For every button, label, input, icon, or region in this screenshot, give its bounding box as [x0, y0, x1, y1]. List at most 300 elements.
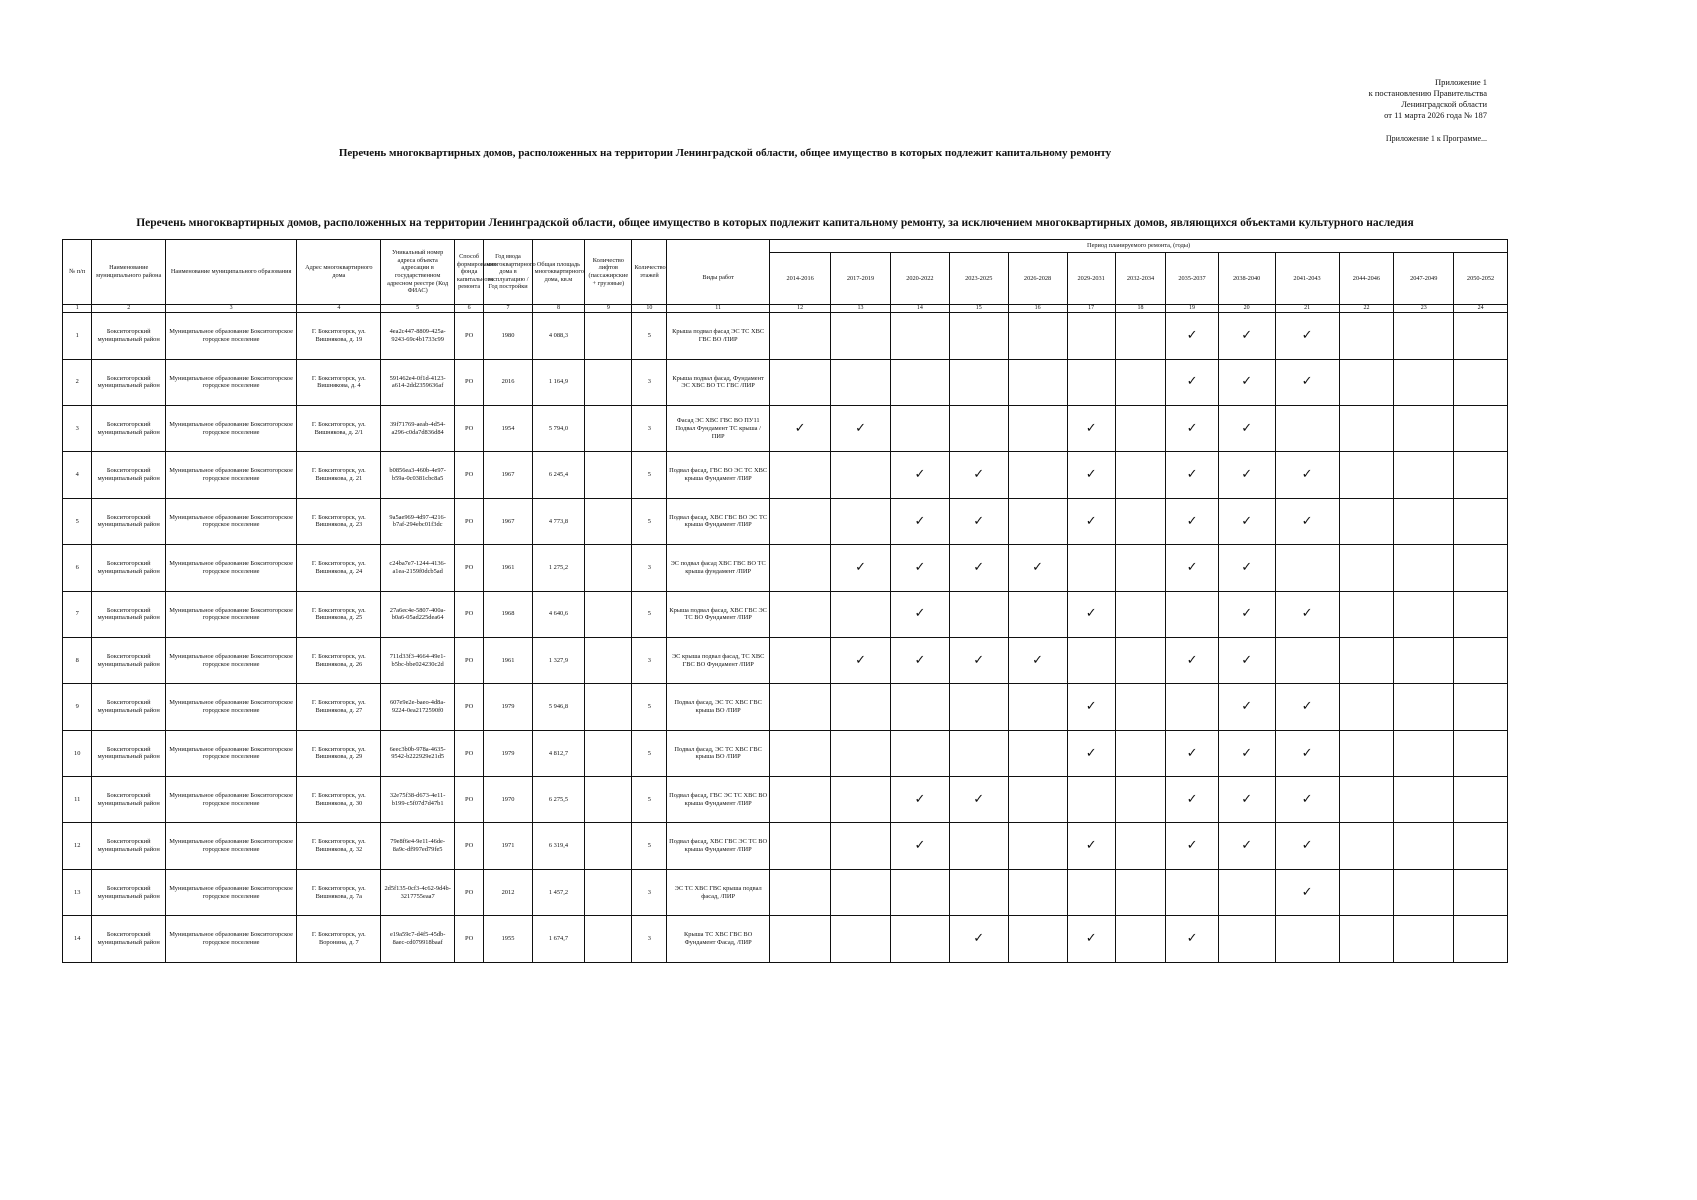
period-cell-2041-2043 — [1275, 359, 1339, 405]
table-row — [63, 730, 1508, 776]
period-cell-2032-2034 — [1115, 405, 1165, 451]
address-cell: Г. Бокситогорск, ул. Вишнякова, д. 24 — [297, 545, 381, 591]
checkmark-icon: ✓ — [973, 560, 985, 576]
period-cell-2035-2037 — [1166, 498, 1219, 544]
column-number: 3 — [165, 305, 296, 313]
column-number: 20 — [1218, 305, 1275, 313]
floors-cell: 3 — [632, 637, 667, 683]
period-cell-2017-2019 — [831, 869, 891, 915]
works-cell: Подвал фасад, ГВС ВО ЭС ТС ХВС крыша Фундамент /ПИР — [667, 452, 770, 498]
municipality-cell: Муниципальное образование Бокситогорское городское поселение — [165, 405, 296, 451]
lifts-cell — [585, 591, 632, 637]
period-cell-2038-2040 — [1218, 545, 1275, 591]
address-cell: Г. Бокситогорск, ул. Вишнякова, д. 21 — [297, 452, 381, 498]
period-cell-2017-2019 — [831, 545, 891, 591]
appendix-line: Ленинградской области — [1401, 99, 1487, 109]
period-cell-2014-2016 — [770, 823, 831, 869]
checkmark-icon: ✓ — [1241, 420, 1253, 436]
district-cell: Бокситогорский муниципальный район — [92, 777, 166, 823]
period-cell-2023-2025 — [949, 405, 1008, 451]
checkmark-icon: ✓ — [1241, 374, 1253, 390]
period-cell-2041-2043 — [1275, 777, 1339, 823]
floors-cell: 3 — [632, 916, 667, 962]
checkmark-icon: ✓ — [914, 513, 926, 529]
checkmark-icon: ✓ — [1032, 652, 1044, 668]
checkmark-icon: ✓ — [914, 560, 926, 576]
period-cell-2029-2031 — [1067, 777, 1115, 823]
row-number: 10 — [63, 730, 92, 776]
floors-cell: 5 — [632, 452, 667, 498]
floors-cell: 3 — [632, 405, 667, 451]
method-cell: РО — [454, 405, 483, 451]
area-cell: 4 088,3 — [532, 313, 585, 359]
period-cell-2041-2043 — [1275, 730, 1339, 776]
period-cell-2026-2028 — [1008, 684, 1067, 730]
method-cell: РО — [454, 637, 483, 683]
table-row — [63, 823, 1508, 869]
column-number: 8 — [532, 305, 585, 313]
uid-cell: b0856ea3-460b-4e97-b59a-0c0381cbc8a5 — [381, 452, 455, 498]
period-cell-2050-2052 — [1454, 591, 1508, 637]
checkmark-icon: ✓ — [1186, 467, 1198, 483]
checkmark-icon: ✓ — [1186, 513, 1198, 529]
period-cell-2017-2019 — [831, 916, 891, 962]
district-cell: Бокситогорский муниципальный район — [92, 359, 166, 405]
header-period-2032-2034: 2032-2034 — [1115, 253, 1165, 305]
period-cell-2047-2049 — [1394, 498, 1454, 544]
year-cell: 1980 — [484, 313, 532, 359]
address-cell: Г. Бокситогорск, ул. Вишнякова, д. 29 — [297, 730, 381, 776]
period-cell-2038-2040 — [1218, 684, 1275, 730]
period-cell-2041-2043 — [1275, 916, 1339, 962]
row-number: 8 — [63, 637, 92, 683]
column-number: 7 — [484, 305, 532, 313]
period-cell-2035-2037 — [1166, 313, 1219, 359]
checkmark-icon: ✓ — [1186, 328, 1198, 344]
period-cell-2032-2034 — [1115, 591, 1165, 637]
checkmark-icon: ✓ — [1085, 931, 1097, 947]
works-cell: Подвал фасад, ЭС ТС ХВС ГВС крыша ВО /ПИР — [667, 730, 770, 776]
period-cell-2041-2043 — [1275, 452, 1339, 498]
period-cell-2014-2016 — [770, 498, 831, 544]
works-cell: Подвал фасад, ХВС ГВС ЭС ТС ВО крыша Фундамент /ПИР — [667, 823, 770, 869]
district-cell: Бокситогорский муниципальный район — [92, 637, 166, 683]
municipality-cell: Муниципальное образование Бокситогорское городское поселение — [165, 823, 296, 869]
checkmark-icon: ✓ — [1241, 467, 1253, 483]
period-cell-2044-2046 — [1339, 545, 1394, 591]
period-cell-2023-2025 — [949, 823, 1008, 869]
year-cell: 1961 — [484, 545, 532, 591]
table-row — [63, 498, 1508, 544]
period-cell-2017-2019 — [831, 452, 891, 498]
uid-cell: 32e75f38-d673-4e11-b199-c5f07d7d47b1 — [381, 777, 455, 823]
method-cell: РО — [454, 823, 483, 869]
period-cell-2026-2028 — [1008, 359, 1067, 405]
period-cell-2023-2025 — [949, 869, 1008, 915]
period-cell-2044-2046 — [1339, 591, 1394, 637]
checkmark-icon: ✓ — [855, 420, 866, 436]
header-period-2029-2031: 2029-2031 — [1067, 253, 1115, 305]
period-cell-2035-2037 — [1166, 452, 1219, 498]
period-cell-2032-2034 — [1115, 359, 1165, 405]
period-cell-2020-2022 — [890, 916, 949, 962]
year-cell: 1968 — [484, 591, 532, 637]
period-cell-2035-2037 — [1166, 777, 1219, 823]
period-cell-2044-2046 — [1339, 405, 1394, 451]
checkmark-icon: ✓ — [1301, 838, 1313, 854]
period-cell-2026-2028 — [1008, 823, 1067, 869]
header-num: № п/п — [63, 240, 92, 305]
header-period-2020-2022: 2020-2022 — [890, 253, 949, 305]
period-cell-2032-2034 — [1115, 498, 1165, 544]
municipality-cell: Муниципальное образование Бокситогорское городское поселение — [165, 452, 296, 498]
period-cell-2038-2040 — [1218, 498, 1275, 544]
column-number: 23 — [1394, 305, 1454, 313]
period-cell-2044-2046 — [1339, 359, 1394, 405]
row-number: 6 — [63, 545, 92, 591]
period-cell-2023-2025 — [949, 777, 1008, 823]
program-reference: Приложение 1 к Программе... — [1385, 134, 1487, 143]
period-cell-2017-2019 — [831, 823, 891, 869]
lifts-cell — [585, 498, 632, 544]
period-cell-2020-2022 — [890, 545, 949, 591]
checkmark-icon: ✓ — [1186, 931, 1198, 947]
works-cell: Подвал фасад, ГВС ЭС ТС ХВС ВО крыша Фундамент /ПИР — [667, 777, 770, 823]
period-cell-2020-2022 — [890, 359, 949, 405]
uid-cell: 27a6ec4e-5807-400a-b0a6-05ad225dea64 — [381, 591, 455, 637]
area-cell: 1 275,2 — [532, 545, 585, 591]
municipality-cell: Муниципальное образование Бокситогорское городское поселение — [165, 545, 296, 591]
uid-cell: 9a5ae969-4d97-4216-b7af-294ebc01f3dc — [381, 498, 455, 544]
header-municipality: Наименование муниципального образования — [165, 240, 296, 305]
checkmark-icon: ✓ — [1241, 328, 1253, 344]
uid-cell: 4ea2c447-8809-425a-9243-69c4b1733c99 — [381, 313, 455, 359]
checkmark-icon: ✓ — [1085, 606, 1097, 622]
period-cell-2032-2034 — [1115, 684, 1165, 730]
lifts-cell — [585, 916, 632, 962]
header-method: Способ формирования фонда капитального ремонта — [454, 240, 483, 305]
period-cell-2035-2037 — [1166, 591, 1219, 637]
row-number: 7 — [63, 591, 92, 637]
period-cell-2020-2022 — [890, 452, 949, 498]
period-cell-2026-2028 — [1008, 730, 1067, 776]
period-cell-2041-2043 — [1275, 591, 1339, 637]
period-cell-2029-2031 — [1067, 405, 1115, 451]
works-cell: ЭС крыша подвал фасад, ТС ХВС ГВС ВО Фундамент /ПИР — [667, 637, 770, 683]
floors-cell: 3 — [632, 545, 667, 591]
address-cell: Г. Бокситогорск, ул. Вишнякова, д. 19 — [297, 313, 381, 359]
table-row — [63, 869, 1508, 915]
column-number: 10 — [632, 305, 667, 313]
appendix-line: к постановлению Правительства — [1368, 88, 1487, 98]
row-number: 11 — [63, 777, 92, 823]
method-cell: РО — [454, 684, 483, 730]
method-cell: РО — [454, 869, 483, 915]
checkmark-icon: ✓ — [1241, 652, 1253, 668]
period-cell-2014-2016 — [770, 637, 831, 683]
checkmark-icon: ✓ — [914, 838, 926, 854]
checkmark-icon: ✓ — [1186, 745, 1198, 761]
period-cell-2041-2043 — [1275, 869, 1339, 915]
period-cell-2050-2052 — [1454, 916, 1508, 962]
period-cell-2014-2016 — [770, 777, 831, 823]
header-period-2014-2016: 2014-2016 — [770, 253, 831, 305]
checkmark-icon: ✓ — [1032, 560, 1044, 576]
checkmark-icon: ✓ — [1186, 652, 1198, 668]
district-cell: Бокситогорский муниципальный район — [92, 916, 166, 962]
period-cell-2035-2037 — [1166, 359, 1219, 405]
period-cell-2032-2034 — [1115, 777, 1165, 823]
address-cell: Г. Бокситогорск, ул. Вишнякова, д. 27 — [297, 684, 381, 730]
period-cell-2014-2016 — [770, 916, 831, 962]
works-cell: Крыша подвал фасад ЭС ТС ХВС ГВС ВО /ПИР — [667, 313, 770, 359]
period-cell-2026-2028 — [1008, 452, 1067, 498]
period-cell-2029-2031 — [1067, 730, 1115, 776]
period-cell-2038-2040 — [1218, 405, 1275, 451]
checkmark-icon: ✓ — [1301, 884, 1313, 900]
works-cell: Подвал фасад, ЭС ТС ХВС ГВС крыша ВО /ПИР — [667, 684, 770, 730]
period-cell-2026-2028 — [1008, 777, 1067, 823]
table-row — [63, 777, 1508, 823]
uid-cell: 711d33f3-4664-49e1-b5bc-bbe024230c2d — [381, 637, 455, 683]
period-cell-2020-2022 — [890, 637, 949, 683]
period-cell-2023-2025 — [949, 498, 1008, 544]
district-cell: Бокситогорский муниципальный район — [92, 591, 166, 637]
period-cell-2023-2025 — [949, 545, 1008, 591]
method-cell: РО — [454, 359, 483, 405]
period-cell-2047-2049 — [1394, 777, 1454, 823]
header-period-2044-2046: 2044-2046 — [1339, 253, 1394, 305]
checkmark-icon: ✓ — [1301, 374, 1313, 390]
column-number: 6 — [454, 305, 483, 313]
checkmark-icon: ✓ — [855, 560, 866, 576]
period-cell-2014-2016 — [770, 359, 831, 405]
year-cell: 1970 — [484, 777, 532, 823]
checkmark-icon: ✓ — [1085, 745, 1097, 761]
period-cell-2047-2049 — [1394, 359, 1454, 405]
period-cell-2038-2040 — [1218, 730, 1275, 776]
period-cell-2029-2031 — [1067, 684, 1115, 730]
period-cell-2023-2025 — [949, 684, 1008, 730]
row-number: 5 — [63, 498, 92, 544]
period-cell-2044-2046 — [1339, 869, 1394, 915]
table-row — [63, 359, 1508, 405]
period-cell-2026-2028 — [1008, 916, 1067, 962]
municipality-cell: Муниципальное образование Бокситогорское городское поселение — [165, 591, 296, 637]
area-cell: 6 245,4 — [532, 452, 585, 498]
checkmark-icon: ✓ — [1241, 606, 1253, 622]
checkmark-icon: ✓ — [1301, 699, 1313, 715]
district-cell: Бокситогорский муниципальный район — [92, 684, 166, 730]
houses-table — [62, 239, 1508, 963]
period-cell-2023-2025 — [949, 359, 1008, 405]
header-period-2035-2037: 2035-2037 — [1166, 253, 1219, 305]
period-cell-2014-2016 — [770, 545, 831, 591]
period-cell-2041-2043 — [1275, 313, 1339, 359]
period-cell-2017-2019 — [831, 730, 891, 776]
period-cell-2050-2052 — [1454, 405, 1508, 451]
column-number: 24 — [1454, 305, 1508, 313]
period-cell-2035-2037 — [1166, 869, 1219, 915]
area-cell: 1 327,9 — [532, 637, 585, 683]
period-cell-2014-2016 — [770, 452, 831, 498]
district-cell: Бокситогорский муниципальный район — [92, 405, 166, 451]
period-cell-2026-2028 — [1008, 869, 1067, 915]
period-cell-2050-2052 — [1454, 359, 1508, 405]
period-cell-2038-2040 — [1218, 777, 1275, 823]
period-cell-2032-2034 — [1115, 313, 1165, 359]
header-period-2041-2043: 2041-2043 — [1275, 253, 1339, 305]
column-number: 17 — [1067, 305, 1115, 313]
period-cell-2029-2031 — [1067, 823, 1115, 869]
checkmark-icon: ✓ — [1241, 791, 1253, 807]
row-number: 1 — [63, 313, 92, 359]
year-cell: 1967 — [484, 452, 532, 498]
period-cell-2050-2052 — [1454, 545, 1508, 591]
period-cell-2047-2049 — [1394, 313, 1454, 359]
period-cell-2026-2028 — [1008, 591, 1067, 637]
period-cell-2047-2049 — [1394, 823, 1454, 869]
row-number: 9 — [63, 684, 92, 730]
period-cell-2035-2037 — [1166, 916, 1219, 962]
uid-cell: e19a59c7-d4f5-45db-8aec-cd079918baaf — [381, 916, 455, 962]
floors-cell: 5 — [632, 591, 667, 637]
header-year: Год ввода многоквартирного дома в эксплуатацию /Год постройки — [484, 240, 532, 305]
row-number: 4 — [63, 452, 92, 498]
lifts-cell — [585, 359, 632, 405]
lifts-cell — [585, 637, 632, 683]
address-cell: Г. Бокситогорск, ул. Вишнякова, д. 7а — [297, 869, 381, 915]
address-cell: Г. Бокситогорск, ул. Воронина, д. 7 — [297, 916, 381, 962]
period-cell-2020-2022 — [890, 684, 949, 730]
checkmark-icon: ✓ — [914, 606, 926, 622]
column-number: 1 — [63, 305, 92, 313]
address-cell: Г. Бокситогорск, ул. Вишнякова, д. 23 — [297, 498, 381, 544]
period-cell-2038-2040 — [1218, 359, 1275, 405]
period-cell-2023-2025 — [949, 916, 1008, 962]
appendix-line: от 11 марта 2026 года № 187 — [1384, 110, 1487, 120]
period-cell-2035-2037 — [1166, 730, 1219, 776]
period-cell-2050-2052 — [1454, 313, 1508, 359]
period-cell-2023-2025 — [949, 313, 1008, 359]
checkmark-icon: ✓ — [914, 652, 926, 668]
table-row — [63, 637, 1508, 683]
period-cell-2014-2016 — [770, 313, 831, 359]
header-address: Адрес многоквартирного дома — [297, 240, 381, 305]
period-cell-2047-2049 — [1394, 591, 1454, 637]
period-cell-2041-2043 — [1275, 637, 1339, 683]
checkmark-icon: ✓ — [973, 513, 985, 529]
period-cell-2050-2052 — [1454, 777, 1508, 823]
address-cell: Г. Бокситогорск, ул. Вишнякова, д. 4 — [297, 359, 381, 405]
floors-cell: 5 — [632, 730, 667, 776]
period-cell-2047-2049 — [1394, 916, 1454, 962]
checkmark-icon: ✓ — [1241, 745, 1253, 761]
works-cell: Фасад ЭС ХВС ГВС ВО ПУ11 Подвал Фундамент ТС крыша /ПИР — [667, 405, 770, 451]
method-cell: РО — [454, 730, 483, 776]
area-cell: 1 164,9 — [532, 359, 585, 405]
district-cell: Бокситогорский муниципальный район — [92, 823, 166, 869]
method-cell: РО — [454, 916, 483, 962]
year-cell: 1967 — [484, 498, 532, 544]
header-district: Наименование муниципального района — [92, 240, 166, 305]
lifts-cell — [585, 452, 632, 498]
header-lifts: Количество лифтов (пассажирские + грузовые) — [585, 240, 632, 305]
table-row — [63, 452, 1508, 498]
period-cell-2023-2025 — [949, 452, 1008, 498]
checkmark-icon: ✓ — [1301, 791, 1313, 807]
header-area: Общая площадь многоквартирного дома, кв.м — [532, 240, 585, 305]
works-cell: Крыша ТС ХВС ГВС ВО Фундамент Фасад, /ПИР — [667, 916, 770, 962]
period-cell-2044-2046 — [1339, 313, 1394, 359]
municipality-cell: Муниципальное образование Бокситогорское городское поселение — [165, 730, 296, 776]
period-cell-2029-2031 — [1067, 313, 1115, 359]
lifts-cell — [585, 405, 632, 451]
checkmark-icon: ✓ — [1241, 560, 1253, 576]
period-cell-2047-2049 — [1394, 684, 1454, 730]
municipality-cell: Муниципальное образование Бокситогорское городское поселение — [165, 916, 296, 962]
uid-cell: 79e8f6e4-9e11-46de-8a9c-df997ed79fe5 — [381, 823, 455, 869]
area-cell: 6 275,5 — [532, 777, 585, 823]
floors-cell: 5 — [632, 823, 667, 869]
checkmark-icon: ✓ — [1085, 467, 1097, 483]
period-cell-2044-2046 — [1339, 730, 1394, 776]
checkmark-icon: ✓ — [1241, 699, 1253, 715]
checkmark-icon: ✓ — [794, 420, 806, 436]
period-cell-2029-2031 — [1067, 545, 1115, 591]
checkmark-icon: ✓ — [855, 652, 866, 668]
period-cell-2032-2034 — [1115, 637, 1165, 683]
header-period-2050-2052: 2050-2052 — [1454, 253, 1508, 305]
lifts-cell — [585, 730, 632, 776]
column-number: 21 — [1275, 305, 1339, 313]
works-cell: Крыша подвал фасад, ХВС ГВС ЭС ТС ВО Фундамент /ПИР — [667, 591, 770, 637]
period-cell-2017-2019 — [831, 684, 891, 730]
floors-cell: 5 — [632, 684, 667, 730]
checkmark-icon: ✓ — [1241, 513, 1253, 529]
period-cell-2032-2034 — [1115, 452, 1165, 498]
period-cell-2020-2022 — [890, 591, 949, 637]
period-cell-2044-2046 — [1339, 452, 1394, 498]
period-cell-2041-2043 — [1275, 498, 1339, 544]
period-cell-2035-2037 — [1166, 545, 1219, 591]
works-cell: ЭС подвал фасад ХВС ГВС ВО ТС крыша фундамент /ПИР — [667, 545, 770, 591]
works-cell: ЭС ТС ХВС ГВС крыша подвал фасад, /ПИР — [667, 869, 770, 915]
period-cell-2029-2031 — [1067, 591, 1115, 637]
period-cell-2014-2016 — [770, 730, 831, 776]
district-cell: Бокситогорский муниципальный район — [92, 498, 166, 544]
period-cell-2023-2025 — [949, 730, 1008, 776]
checkmark-icon: ✓ — [1085, 838, 1097, 854]
period-cell-2047-2049 — [1394, 730, 1454, 776]
table-row — [63, 313, 1508, 359]
year-cell: 1961 — [484, 637, 532, 683]
header-period-2017-2019: 2017-2019 — [831, 253, 891, 305]
table-row — [63, 591, 1508, 637]
municipality-cell: Муниципальное образование Бокситогорское городское поселение — [165, 777, 296, 823]
header-period-2038-2040: 2038-2040 — [1218, 253, 1275, 305]
municipality-cell: Муниципальное образование Бокситогорское городское поселение — [165, 359, 296, 405]
period-cell-2032-2034 — [1115, 730, 1165, 776]
checkmark-icon: ✓ — [1085, 513, 1097, 529]
period-cell-2038-2040 — [1218, 869, 1275, 915]
period-cell-2038-2040 — [1218, 313, 1275, 359]
municipality-cell: Муниципальное образование Бокситогорское городское поселение — [165, 498, 296, 544]
column-number: 13 — [831, 305, 891, 313]
area-cell: 5 946,8 — [532, 684, 585, 730]
period-cell-2017-2019 — [831, 591, 891, 637]
period-cell-2035-2037 — [1166, 823, 1219, 869]
